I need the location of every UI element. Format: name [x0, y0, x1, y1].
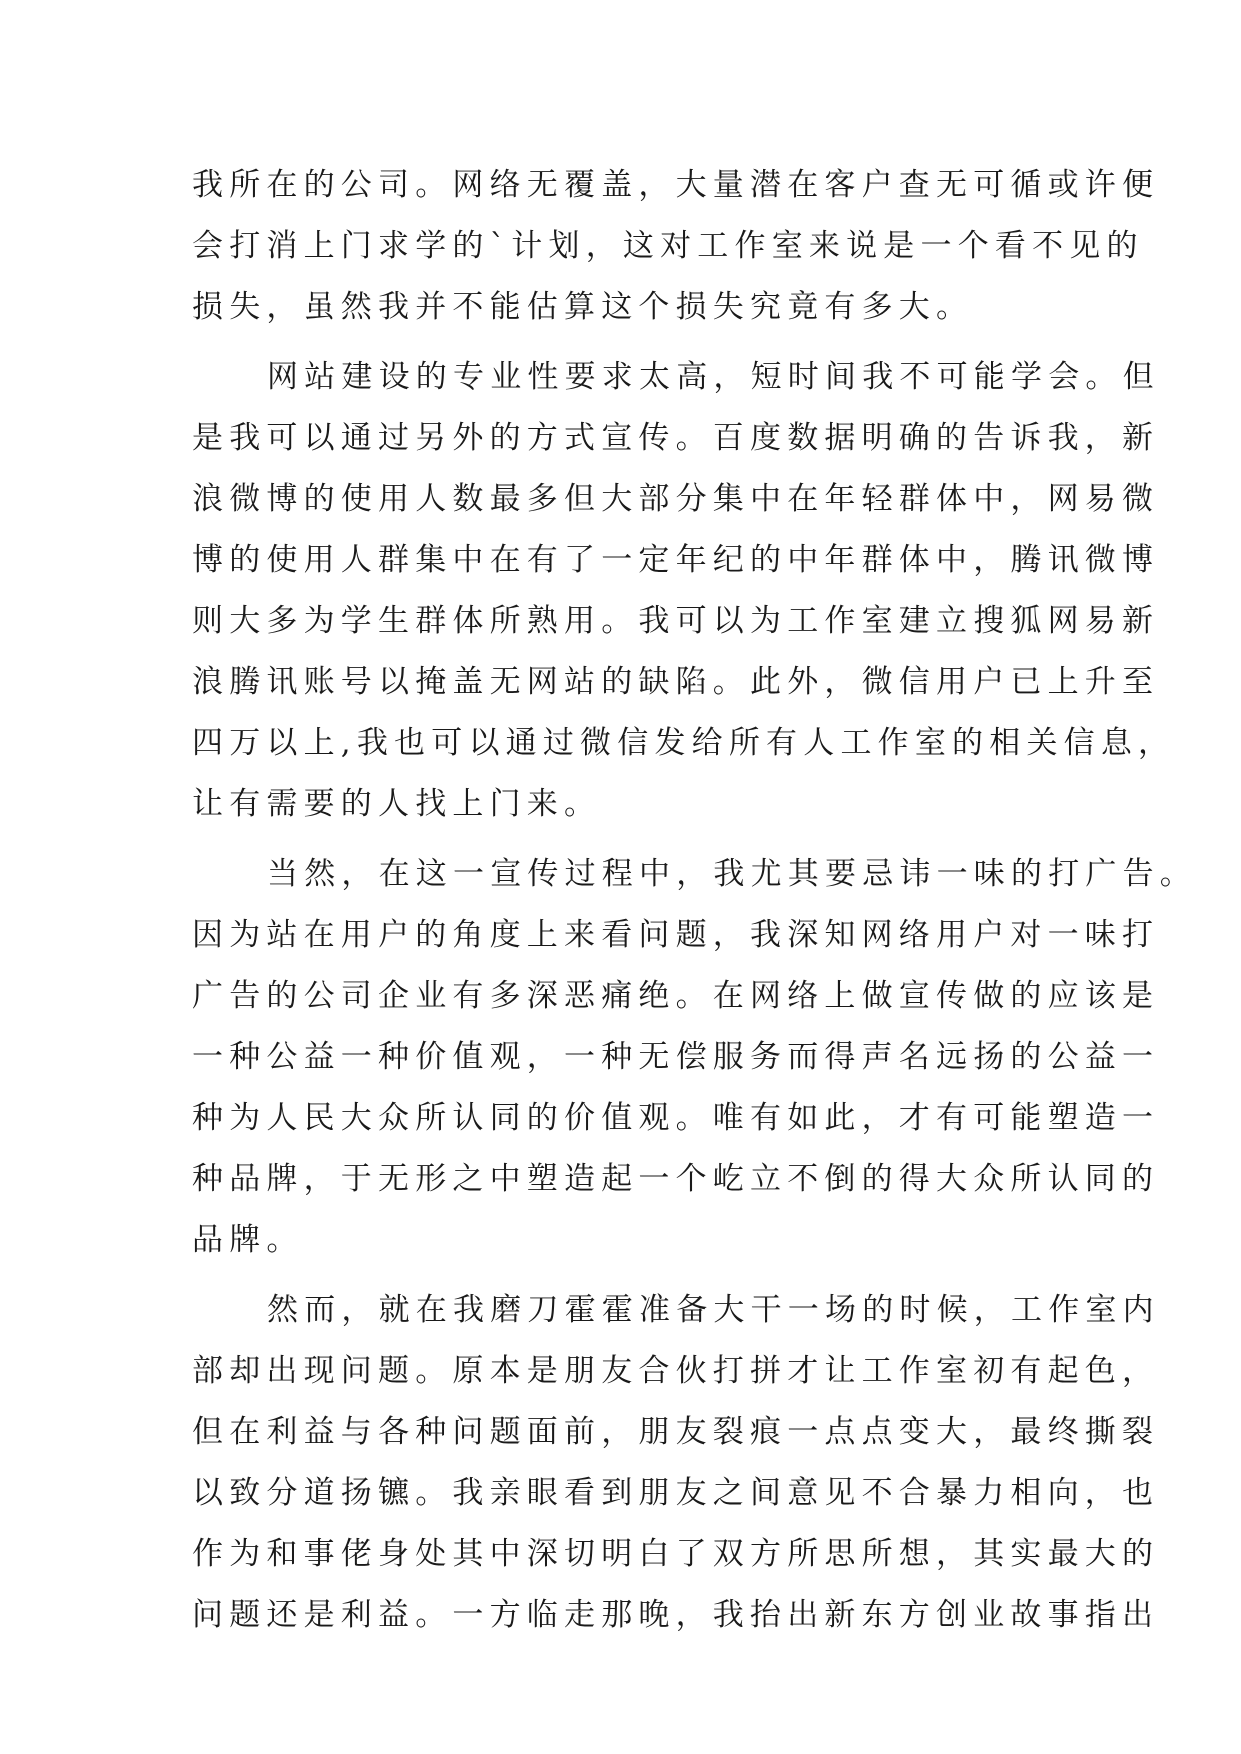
text-line: 部却出现问题。原本是朋友合伙打拼才让工作室初有起色， [192, 1353, 1160, 1389]
text-line: 博的使用人群集中在有了一定年纪的中年群体中，腾讯微博 [192, 542, 1160, 578]
text-line: 品牌。 [192, 1222, 304, 1258]
text-line: 损失，虽然我并不能估算这个损失究竟有多大。 [192, 289, 974, 325]
paragraph-1 [192, 155, 1160, 338]
text-line-first: 当然，在这一宣传过程中，我尤其要忌讳一味的打广告。 [267, 856, 1197, 892]
text-line-first: 网站建设的专业性要求太高，短时间我不可能学会。但 [267, 359, 1160, 395]
text-line: 会打消上门求学的`计划，这对工作室来说是一个看不见的 [192, 228, 1144, 264]
text-line: 种为人民大众所认同的价值观。唯有如此，才有可能塑造一 [192, 1100, 1160, 1136]
text-line: 则大多为学生群体所熟用。我可以为工作室建立搜狐网易新 [192, 603, 1160, 639]
text-line: 是我可以通过另外的方式宣传。百度数据明确的告诉我，新 [192, 420, 1160, 456]
text-line: 种品牌，于无形之中塑造起一个屹立不倒的得大众所认同的 [192, 1161, 1160, 1197]
text-line: 广告的公司企业有多深恶痛绝。在网络上做宣传做的应该是 [192, 978, 1160, 1014]
text-line: 四万以上,我也可以通过微信发给所有人工作室的相关信息， [192, 725, 1176, 761]
text-line: 浪腾讯账号以掩盖无网站的缺陷。此外，微信用户已上升至 [192, 664, 1160, 700]
paragraph-3 [192, 844, 1197, 1271]
text-line: 但在利益与各种问题面前，朋友裂痕一点点变大，最终撕裂 [192, 1414, 1160, 1450]
text-line: 以致分道扬镳。我亲眼看到朋友之间意见不合暴力相向，也 [192, 1475, 1160, 1511]
text-line: 问题还是利益。一方临走那晚，我抬出新东方创业故事指出 [192, 1597, 1160, 1633]
text-line-first: 然而，就在我磨刀霍霍准备大干一场的时候，工作室内 [267, 1292, 1160, 1328]
paragraph-4 [192, 1280, 1160, 1646]
text-line: 让有需要的人找上门来。 [192, 786, 602, 822]
text-line: 一种公益一种价值观，一种无偿服务而得声名远扬的公益一 [192, 1039, 1160, 1075]
paragraph-2 [192, 347, 1176, 835]
text-line: 浪微博的使用人数最多但大部分集中在年轻群体中，网易微 [192, 481, 1160, 517]
text-line: 我所在的公司。网络无覆盖，大量潜在客户查无可循或许便 [192, 167, 1160, 203]
body-text [192, 155, 1197, 1655]
text-line: 作为和事佬身处其中深切明白了双方所思所想，其实最大的 [192, 1536, 1160, 1572]
text-line: 因为站在用户的角度上来看问题，我深知网络用户对一味打 [192, 917, 1160, 953]
